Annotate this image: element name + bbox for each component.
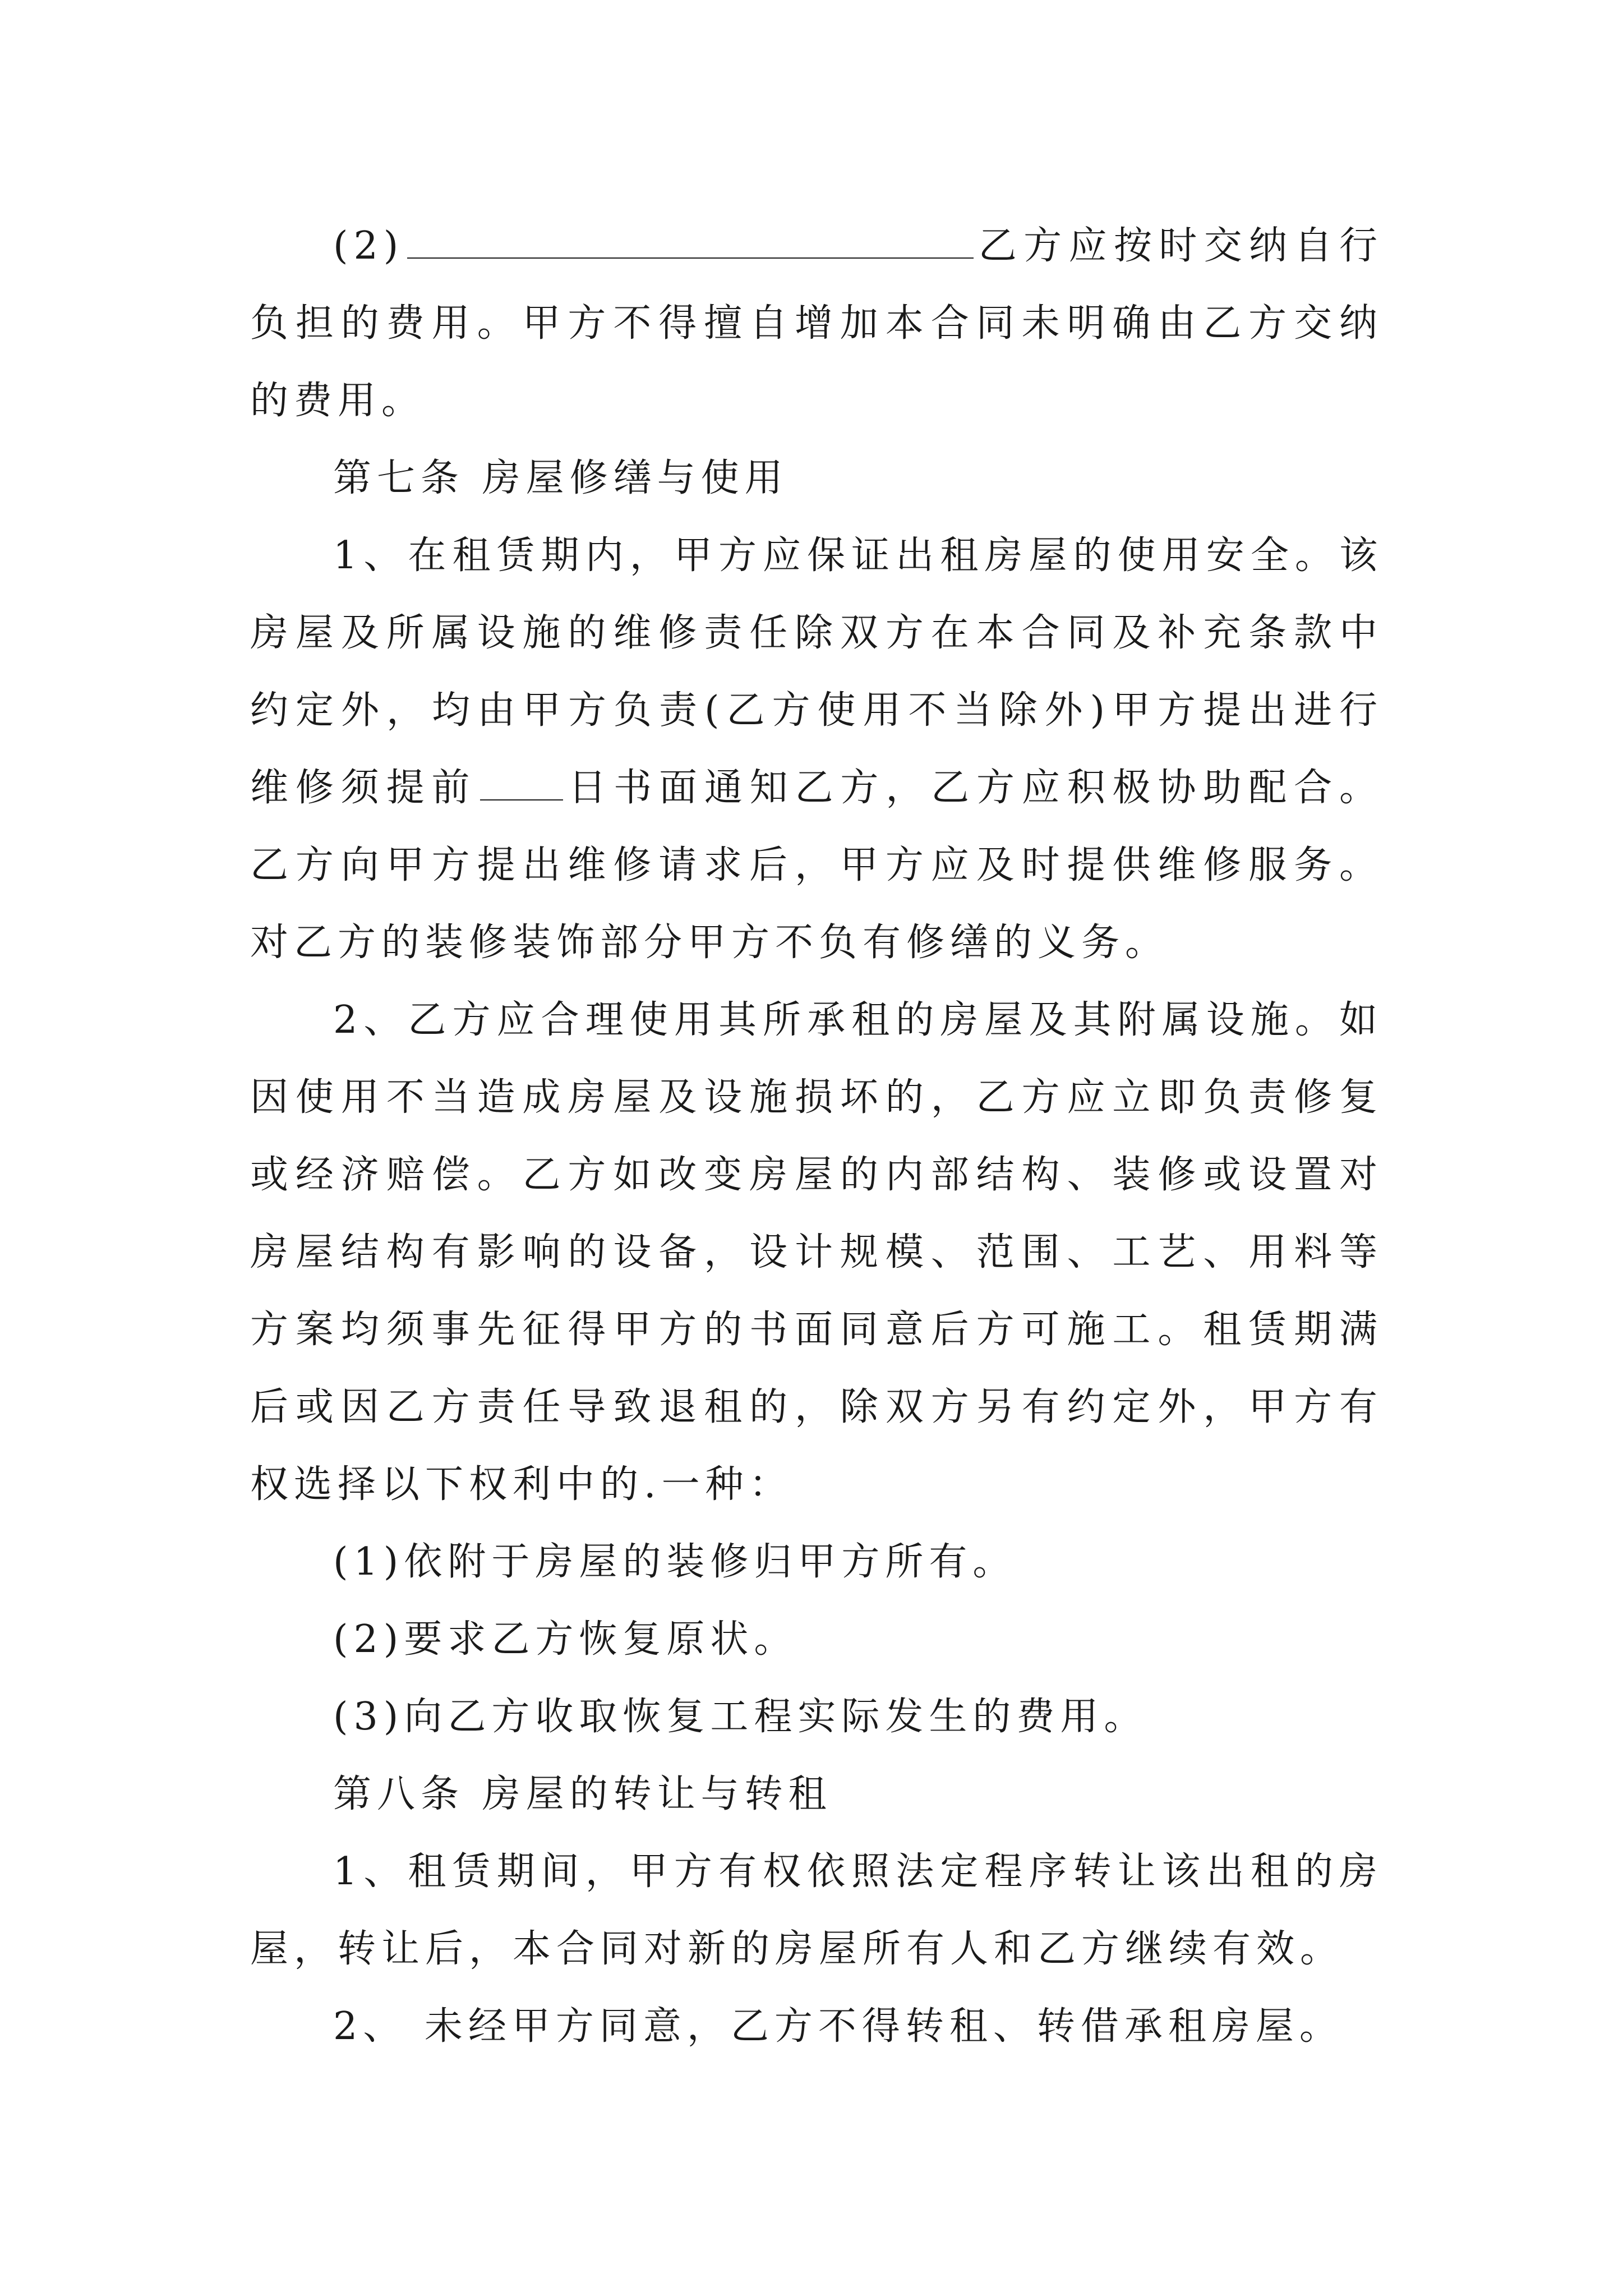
list-item-option-2: (2)要求乙方恢复原状。 [333,1617,798,1662]
section-heading-article-7: 第七条 房屋修缮与使用 [333,456,789,500]
paragraph-fees [250,208,1383,440]
document-body [250,208,1383,2065]
paragraph-repair-text-before: 1、在租赁期内，甲方应保证出租房屋的使用安全。该房屋及所属设施的维修责任除双方在本合同及补充条款中约定外，均由甲方负责(乙方使用不当除外)甲方提出进行维修须提前 [250,533,1383,810]
paragraph-repair-responsibility [250,517,1383,982]
section-heading-article-8: 第八条 房屋的转让与转租 [333,1772,832,1816]
paragraph-proper-use: 2、乙方应合理使用其所承租的房屋及其附属设施。如因使用不当造成房屋及设施损坏的，乙方应立即负责修复或经济赔偿。乙方如改变房屋的内部结构、装修或设置对房屋结构有影响的设备，设计规模、范围、工艺、用料等方案均须事先征得甲方的书面同意后方可施工。租赁期满后或因乙方责任导致退租的，除双方另有约定外，甲方有权选择以下权利中的.一种： [250,998,1383,1507]
paragraph-repair-text-after: 日书面通知乙方，乙方应积极协助配合。乙方向甲方提出维修请求后，甲方应及时提供维修服务。对乙方的装修装饰部分甲方不负有修缮的义务。 [250,766,1383,965]
list-item-option-1: (1)依附于房屋的装修归甲方所有。 [333,1540,1017,1584]
paragraph-fees-text: 乙方应按时交纳自行负担的费用。甲方不得擅自增加本合同未明确由乙方交纳的费用。 [250,224,1383,423]
paragraph-transfer: 1、租赁期间，甲方有权依照法定程序转让该出租的房屋，转让后，本合同对新的房屋所有人和乙方继续有效。 [250,1849,1383,1971]
days-blank[interactable] [480,767,563,800]
paragraph-fees-prefix: (2) [333,224,404,268]
list-item-option-3: (3)向乙方收取恢复工程实际发生的费用。 [333,1695,1148,1739]
paragraph-sublease: 2、 未经甲方同意，乙方不得转租、转借承租房屋。 [333,2004,1343,2049]
fill-in-blank[interactable] [407,225,974,259]
